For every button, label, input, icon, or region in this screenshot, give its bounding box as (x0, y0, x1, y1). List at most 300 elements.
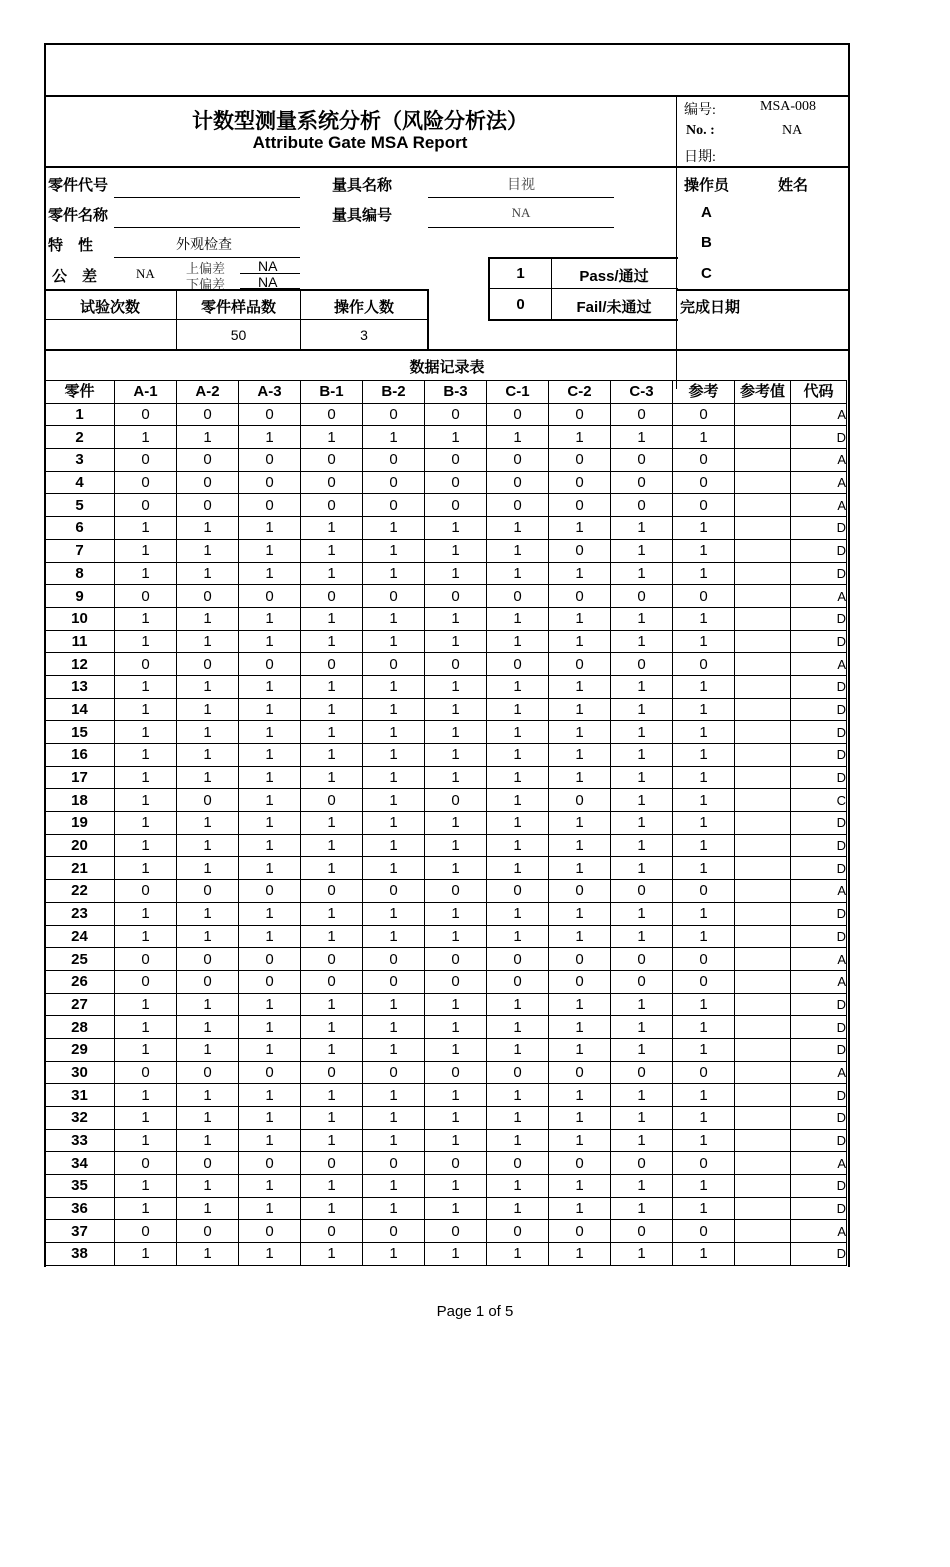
gauge-no-value[interactable]: NA (511, 205, 531, 220)
table-cell[interactable]: 1 (487, 1197, 549, 1220)
table-cell[interactable]: 0 (425, 449, 487, 472)
table-cell[interactable]: 1 (363, 721, 425, 744)
table-cell[interactable]: 1 (363, 539, 425, 562)
table-cell[interactable]: 1 (673, 426, 735, 449)
table-cell[interactable]: 1 (673, 1084, 735, 1107)
table-cell[interactable] (735, 721, 791, 744)
table-cell[interactable]: 1 (177, 993, 239, 1016)
table-cell[interactable]: 1 (611, 562, 673, 585)
table-cell[interactable]: 1 (487, 517, 549, 540)
table-cell[interactable]: 1 (115, 1016, 177, 1039)
table-cell[interactable]: 0 (115, 494, 177, 517)
table-cell[interactable]: 0 (363, 948, 425, 971)
table-cell[interactable]: 0 (177, 1152, 239, 1175)
table-cell[interactable]: 1 (115, 812, 177, 835)
table-cell[interactable]: 1 (487, 834, 549, 857)
table-cell[interactable] (735, 970, 791, 993)
table-cell[interactable]: 1 (487, 1016, 549, 1039)
table-cell[interactable]: 1 (115, 1084, 177, 1107)
table-cell[interactable]: D (791, 766, 847, 789)
table-cell[interactable]: 0 (673, 1220, 735, 1243)
table-cell[interactable]: 0 (425, 1061, 487, 1084)
table-cell[interactable]: 1 (425, 426, 487, 449)
table-cell[interactable]: 0 (115, 970, 177, 993)
table-cell[interactable]: 1 (115, 517, 177, 540)
table-cell[interactable]: 1 (177, 1175, 239, 1198)
table-cell[interactable]: 1 (611, 925, 673, 948)
upper-dev-value[interactable]: NA (258, 258, 278, 274)
table-cell[interactable]: 1 (425, 766, 487, 789)
table-cell[interactable]: A (791, 970, 847, 993)
table-cell[interactable]: 1 (487, 539, 549, 562)
table-cell[interactable]: 1 (177, 1197, 239, 1220)
table-cell[interactable]: 1 (611, 721, 673, 744)
table-cell[interactable]: 1 (549, 744, 611, 767)
table-cell[interactable]: 1 (363, 1084, 425, 1107)
table-cell[interactable]: 0 (673, 653, 735, 676)
table-cell[interactable]: D (791, 1084, 847, 1107)
table-cell[interactable]: 0 (673, 471, 735, 494)
table-cell[interactable]: 1 (487, 925, 549, 948)
table-cell[interactable]: D (791, 517, 847, 540)
table-cell[interactable]: 1 (487, 721, 549, 744)
table-cell[interactable]: 1 (487, 857, 549, 880)
table-cell[interactable]: D (791, 925, 847, 948)
table-cell[interactable]: 1 (301, 1038, 363, 1061)
table-cell[interactable]: 1 (673, 1243, 735, 1266)
table-cell[interactable]: 0 (487, 1220, 549, 1243)
table-cell[interactable]: A (791, 948, 847, 971)
table-cell[interactable]: 1 (549, 607, 611, 630)
table-cell[interactable]: 1 (301, 675, 363, 698)
table-cell[interactable]: A (791, 1061, 847, 1084)
table-cell[interactable]: 1 (673, 789, 735, 812)
table-cell[interactable]: 1 (487, 902, 549, 925)
table-cell[interactable]: 1 (673, 902, 735, 925)
table-cell[interactable] (735, 653, 791, 676)
table-cell[interactable]: 1 (301, 1197, 363, 1220)
table-cell[interactable]: C (791, 789, 847, 812)
table-cell[interactable]: 1 (611, 698, 673, 721)
table-cell[interactable]: 1 (549, 1084, 611, 1107)
table-cell[interactable]: 1 (301, 426, 363, 449)
table-cell[interactable]: 1 (177, 1038, 239, 1061)
table-cell[interactable]: 0 (487, 471, 549, 494)
table-cell[interactable]: 0 (611, 653, 673, 676)
table-cell[interactable]: 1 (115, 426, 177, 449)
table-cell[interactable]: 1 (549, 857, 611, 880)
table-cell[interactable]: 1 (239, 721, 301, 744)
table-cell[interactable]: D (791, 812, 847, 835)
table-cell[interactable]: A (791, 494, 847, 517)
table-cell[interactable]: 1 (239, 993, 301, 1016)
table-cell[interactable]: 0 (611, 948, 673, 971)
table-cell[interactable]: 0 (425, 471, 487, 494)
table-cell[interactable]: 1 (425, 1129, 487, 1152)
table-cell[interactable]: 0 (115, 653, 177, 676)
table-cell[interactable]: 1 (549, 812, 611, 835)
table-cell[interactable] (735, 880, 791, 903)
table-cell[interactable]: 1 (115, 539, 177, 562)
table-cell[interactable]: 1 (611, 834, 673, 857)
table-cell[interactable]: 1 (611, 1107, 673, 1130)
table-cell[interactable]: 0 (549, 494, 611, 517)
table-cell[interactable] (735, 766, 791, 789)
table-cell[interactable]: 0 (611, 585, 673, 608)
table-cell[interactable]: 1 (239, 857, 301, 880)
table-cell[interactable]: 0 (487, 1061, 549, 1084)
table-cell[interactable]: 1 (549, 630, 611, 653)
table-cell[interactable] (735, 1243, 791, 1266)
table-cell[interactable] (735, 834, 791, 857)
table-cell[interactable]: 0 (487, 494, 549, 517)
table-cell[interactable]: D (791, 698, 847, 721)
table-cell[interactable]: 1 (363, 1197, 425, 1220)
table-cell[interactable]: 1 (673, 630, 735, 653)
table-cell[interactable]: 0 (611, 1220, 673, 1243)
table-cell[interactable]: 0 (301, 449, 363, 472)
table-cell[interactable]: 0 (177, 1061, 239, 1084)
table-cell[interactable]: 1 (301, 744, 363, 767)
table-cell[interactable]: 1 (177, 1107, 239, 1130)
table-cell[interactable]: 1 (549, 1038, 611, 1061)
table-cell[interactable]: 1 (673, 1038, 735, 1061)
table-cell[interactable]: 0 (177, 585, 239, 608)
table-cell[interactable]: 1 (673, 1129, 735, 1152)
table-cell[interactable]: 0 (239, 449, 301, 472)
table-cell[interactable]: 0 (363, 449, 425, 472)
table-cell[interactable] (735, 857, 791, 880)
table-cell[interactable]: 1 (549, 426, 611, 449)
table-cell[interactable]: 0 (177, 970, 239, 993)
table-cell[interactable]: 0 (177, 789, 239, 812)
table-cell[interactable]: 1 (301, 834, 363, 857)
table-cell[interactable] (735, 1220, 791, 1243)
table-cell[interactable]: 0 (115, 471, 177, 494)
table-cell[interactable]: 0 (115, 1220, 177, 1243)
table-cell[interactable]: 1 (177, 1243, 239, 1266)
table-cell[interactable] (735, 517, 791, 540)
tolerance-value[interactable]: NA (136, 266, 155, 281)
table-cell[interactable]: 1 (611, 1038, 673, 1061)
table-cell[interactable]: 0 (673, 585, 735, 608)
table-cell[interactable]: D (791, 1107, 847, 1130)
table-cell[interactable]: 1 (115, 721, 177, 744)
table-cell[interactable]: 1 (487, 993, 549, 1016)
table-cell[interactable]: 0 (239, 494, 301, 517)
table-cell[interactable]: 1 (239, 426, 301, 449)
table-cell[interactable]: 1 (425, 539, 487, 562)
table-cell[interactable]: 0 (549, 585, 611, 608)
table-cell[interactable]: 0 (301, 494, 363, 517)
table-cell[interactable]: 1 (301, 1243, 363, 1266)
table-cell[interactable] (735, 471, 791, 494)
table-cell[interactable]: 1 (115, 607, 177, 630)
table-cell[interactable]: 0 (611, 880, 673, 903)
table-cell[interactable]: 0 (363, 1061, 425, 1084)
table-cell[interactable]: 0 (363, 403, 425, 426)
table-cell[interactable]: 1 (425, 630, 487, 653)
table-cell[interactable]: 0 (363, 970, 425, 993)
table-cell[interactable]: 1 (363, 993, 425, 1016)
table-cell[interactable]: 1 (673, 562, 735, 585)
table-cell[interactable]: D (791, 562, 847, 585)
table-cell[interactable]: 0 (425, 970, 487, 993)
table-cell[interactable]: 0 (549, 1152, 611, 1175)
table-cell[interactable]: 1 (673, 675, 735, 698)
table-cell[interactable]: 1 (177, 426, 239, 449)
table-cell[interactable] (735, 1107, 791, 1130)
table-cell[interactable]: 0 (549, 449, 611, 472)
table-cell[interactable]: D (791, 744, 847, 767)
table-cell[interactable] (735, 607, 791, 630)
table-cell[interactable]: 1 (425, 721, 487, 744)
table-cell[interactable]: D (791, 1175, 847, 1198)
table-cell[interactable]: 1 (239, 766, 301, 789)
table-cell[interactable]: 1 (611, 766, 673, 789)
table-cell[interactable]: 1 (239, 1129, 301, 1152)
table-cell[interactable]: 0 (487, 948, 549, 971)
table-cell[interactable]: 1 (549, 675, 611, 698)
table-cell[interactable]: 1 (177, 675, 239, 698)
table-cell[interactable]: 1 (673, 517, 735, 540)
table-cell[interactable]: 1 (425, 1197, 487, 1220)
table-cell[interactable]: 1 (301, 1129, 363, 1152)
table-cell[interactable]: 1 (611, 517, 673, 540)
table-cell[interactable]: 1 (115, 1107, 177, 1130)
table-cell[interactable]: 0 (301, 1152, 363, 1175)
table-cell[interactable]: 0 (301, 471, 363, 494)
table-cell[interactable]: 0 (301, 1061, 363, 1084)
table-cell[interactable]: 1 (301, 1107, 363, 1130)
table-cell[interactable]: 1 (673, 925, 735, 948)
table-cell[interactable]: 1 (363, 1016, 425, 1039)
table-cell[interactable] (735, 1061, 791, 1084)
table-cell[interactable]: 0 (425, 585, 487, 608)
table-cell[interactable]: 1 (239, 517, 301, 540)
table-cell[interactable]: 0 (115, 1152, 177, 1175)
table-cell[interactable]: 0 (115, 948, 177, 971)
table-cell[interactable]: A (791, 585, 847, 608)
table-cell[interactable]: 0 (611, 1061, 673, 1084)
table-cell[interactable]: 1 (425, 1175, 487, 1198)
table-cell[interactable]: 1 (487, 766, 549, 789)
table-cell[interactable]: 0 (177, 471, 239, 494)
table-cell[interactable]: 0 (673, 948, 735, 971)
table-cell[interactable]: A (791, 471, 847, 494)
table-cell[interactable]: 0 (673, 1152, 735, 1175)
table-cell[interactable]: 0 (673, 1061, 735, 1084)
table-cell[interactable] (735, 403, 791, 426)
table-cell[interactable] (735, 948, 791, 971)
table-cell[interactable]: 1 (239, 539, 301, 562)
table-cell[interactable]: 1 (487, 698, 549, 721)
table-cell[interactable]: 0 (239, 880, 301, 903)
table-cell[interactable]: 1 (549, 766, 611, 789)
table-cell[interactable]: 1 (611, 993, 673, 1016)
table-cell[interactable]: 0 (673, 403, 735, 426)
table-cell[interactable]: 0 (115, 449, 177, 472)
table-cell[interactable]: 1 (487, 1107, 549, 1130)
table-cell[interactable]: D (791, 857, 847, 880)
table-cell[interactable]: 1 (549, 721, 611, 744)
table-cell[interactable]: 1 (363, 766, 425, 789)
table-cell[interactable]: 1 (487, 1129, 549, 1152)
table-cell[interactable]: 1 (115, 766, 177, 789)
table-cell[interactable]: D (791, 902, 847, 925)
table-cell[interactable]: 1 (673, 721, 735, 744)
table-cell[interactable]: 1 (673, 857, 735, 880)
table-cell[interactable]: 0 (549, 880, 611, 903)
table-cell[interactable]: 1 (611, 630, 673, 653)
table-cell[interactable]: 1 (177, 812, 239, 835)
table-cell[interactable]: 0 (177, 880, 239, 903)
table-cell[interactable]: 0 (425, 1152, 487, 1175)
table-cell[interactable]: 1 (239, 607, 301, 630)
table-cell[interactable] (735, 539, 791, 562)
table-cell[interactable]: A (791, 1220, 847, 1243)
table-cell[interactable] (735, 585, 791, 608)
table-cell[interactable]: D (791, 539, 847, 562)
table-cell[interactable]: 0 (549, 1220, 611, 1243)
table-cell[interactable]: 0 (239, 653, 301, 676)
table-cell[interactable] (735, 426, 791, 449)
table-cell[interactable]: 1 (363, 789, 425, 812)
operators-count-value[interactable]: 3 (360, 327, 368, 343)
table-cell[interactable]: 1 (487, 426, 549, 449)
table-cell[interactable]: 0 (425, 403, 487, 426)
table-cell[interactable]: 0 (301, 789, 363, 812)
table-cell[interactable]: 1 (611, 675, 673, 698)
table-cell[interactable]: 1 (425, 607, 487, 630)
table-cell[interactable]: 0 (239, 585, 301, 608)
table-cell[interactable]: 1 (425, 1016, 487, 1039)
table-cell[interactable]: D (791, 834, 847, 857)
table-cell[interactable]: 1 (363, 925, 425, 948)
table-cell[interactable]: 0 (549, 1061, 611, 1084)
table-cell[interactable]: 0 (177, 1220, 239, 1243)
table-cell[interactable]: 0 (487, 403, 549, 426)
table-cell[interactable]: 1 (301, 857, 363, 880)
table-cell[interactable]: 1 (301, 1084, 363, 1107)
table-cell[interactable]: A (791, 403, 847, 426)
table-cell[interactable]: 1 (425, 902, 487, 925)
table-cell[interactable]: 1 (549, 517, 611, 540)
table-cell[interactable]: 0 (177, 494, 239, 517)
table-cell[interactable]: 1 (239, 1016, 301, 1039)
characteristic-value[interactable]: 外观检查 (176, 238, 232, 253)
table-cell[interactable] (735, 902, 791, 925)
table-cell[interactable]: D (791, 1016, 847, 1039)
table-cell[interactable]: 1 (673, 607, 735, 630)
table-cell[interactable]: 1 (239, 789, 301, 812)
table-cell[interactable]: 1 (549, 834, 611, 857)
table-cell[interactable]: 0 (115, 880, 177, 903)
table-cell[interactable]: 1 (549, 1197, 611, 1220)
table-cell[interactable]: 1 (239, 1107, 301, 1130)
table-cell[interactable]: 1 (425, 1084, 487, 1107)
table-cell[interactable]: 1 (301, 766, 363, 789)
table-cell[interactable]: 1 (239, 834, 301, 857)
table-cell[interactable]: 1 (115, 993, 177, 1016)
table-cell[interactable]: 0 (301, 948, 363, 971)
table-cell[interactable]: 0 (301, 653, 363, 676)
table-cell[interactable]: 0 (611, 970, 673, 993)
table-cell[interactable]: 1 (239, 1084, 301, 1107)
table-cell[interactable]: 0 (425, 653, 487, 676)
table-cell[interactable]: 1 (549, 1129, 611, 1152)
table-cell[interactable]: 0 (239, 948, 301, 971)
table-cell[interactable]: 1 (177, 698, 239, 721)
table-cell[interactable]: 0 (549, 539, 611, 562)
table-cell[interactable]: 0 (425, 948, 487, 971)
table-cell[interactable]: 1 (301, 539, 363, 562)
table-cell[interactable]: 1 (177, 517, 239, 540)
table-cell[interactable]: 0 (487, 449, 549, 472)
table-cell[interactable]: 0 (239, 403, 301, 426)
table-cell[interactable]: 1 (549, 698, 611, 721)
table-cell[interactable]: 1 (177, 902, 239, 925)
table-cell[interactable]: 0 (487, 880, 549, 903)
table-cell[interactable]: 0 (301, 585, 363, 608)
table-cell[interactable]: 0 (239, 1061, 301, 1084)
table-cell[interactable]: 1 (115, 789, 177, 812)
table-cell[interactable]: 1 (177, 721, 239, 744)
table-cell[interactable]: 1 (177, 1084, 239, 1107)
table-cell[interactable]: 1 (115, 675, 177, 698)
table-cell[interactable]: 1 (177, 744, 239, 767)
table-cell[interactable]: 1 (363, 857, 425, 880)
table-cell[interactable]: 1 (239, 675, 301, 698)
table-cell[interactable]: 0 (611, 449, 673, 472)
table-cell[interactable]: 1 (239, 630, 301, 653)
table-cell[interactable]: 1 (239, 1175, 301, 1198)
table-cell[interactable]: 0 (363, 1152, 425, 1175)
table-cell[interactable]: 1 (611, 1197, 673, 1220)
table-cell[interactable] (735, 789, 791, 812)
table-cell[interactable]: 1 (487, 562, 549, 585)
table-cell[interactable]: 1 (301, 902, 363, 925)
table-cell[interactable]: 1 (363, 1038, 425, 1061)
table-cell[interactable]: 0 (673, 494, 735, 517)
table-cell[interactable]: 0 (425, 494, 487, 517)
table-cell[interactable]: 1 (115, 857, 177, 880)
table-cell[interactable]: 1 (301, 562, 363, 585)
table-cell[interactable]: D (791, 1129, 847, 1152)
table-cell[interactable]: 1 (239, 925, 301, 948)
table-cell[interactable]: 1 (239, 902, 301, 925)
table-cell[interactable]: 0 (301, 1220, 363, 1243)
table-cell[interactable]: A (791, 880, 847, 903)
table-cell[interactable]: 1 (115, 834, 177, 857)
table-cell[interactable] (735, 630, 791, 653)
table-cell[interactable]: 1 (301, 812, 363, 835)
table-cell[interactable]: 1 (673, 993, 735, 1016)
table-cell[interactable]: 1 (425, 1243, 487, 1266)
table-cell[interactable]: 1 (487, 1175, 549, 1198)
table-cell[interactable] (735, 925, 791, 948)
table-cell[interactable]: 1 (673, 1107, 735, 1130)
table-cell[interactable]: 1 (425, 698, 487, 721)
table-cell[interactable]: D (791, 993, 847, 1016)
table-cell[interactable]: 1 (239, 812, 301, 835)
table-cell[interactable]: 0 (549, 471, 611, 494)
table-cell[interactable]: 1 (115, 902, 177, 925)
table-cell[interactable]: 1 (611, 607, 673, 630)
table-cell[interactable]: 0 (425, 1220, 487, 1243)
table-cell[interactable]: 1 (115, 1197, 177, 1220)
table-cell[interactable]: 1 (425, 517, 487, 540)
